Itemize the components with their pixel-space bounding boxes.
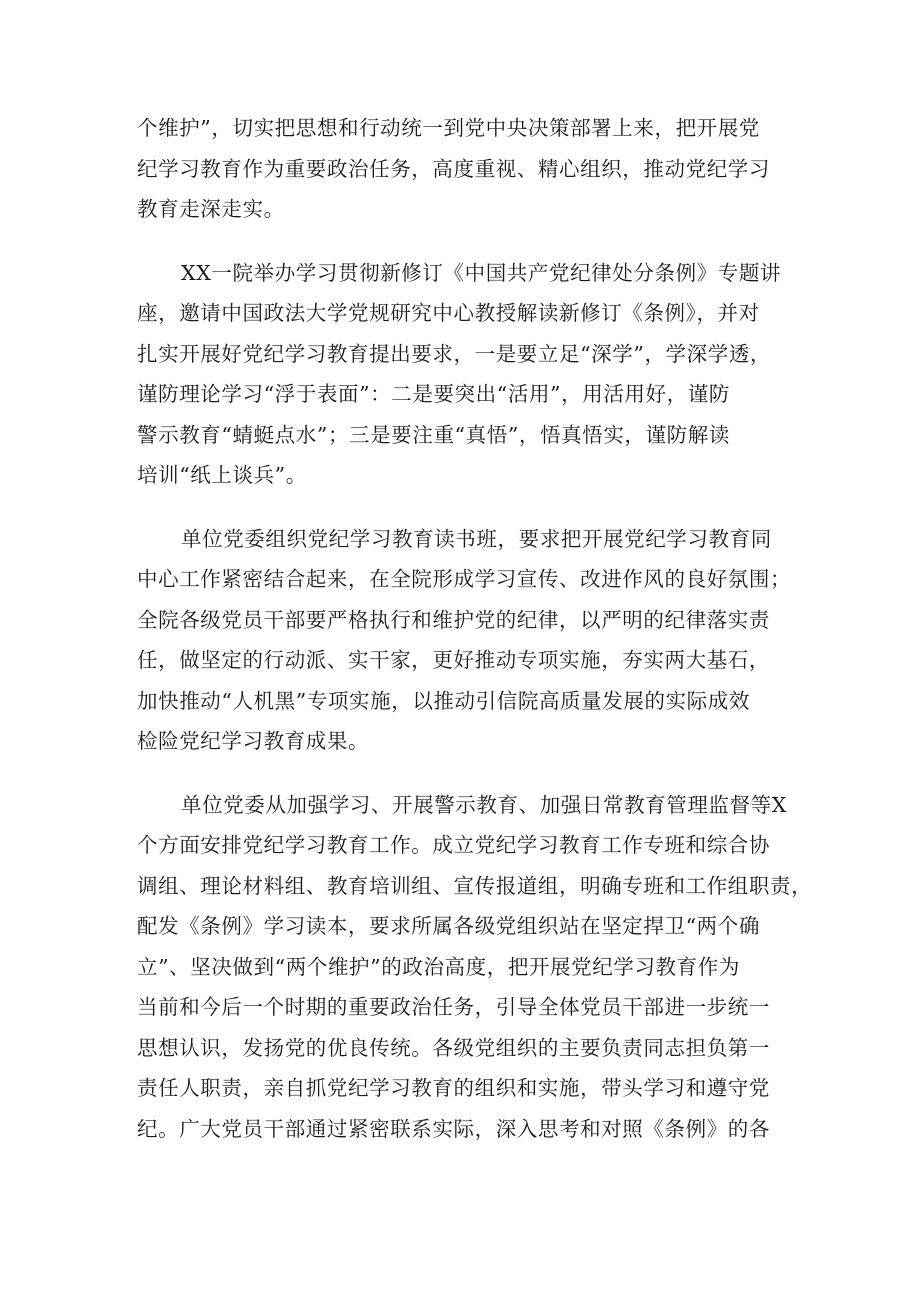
paragraph-1 — [137, 108, 797, 230]
text-line: 任，做坚定的行动派、实干家，更好推动专项实施，夯实两大基石， — [137, 648, 770, 672]
text-line: 个方面安排党纪学习教育工作。成立党纪学习教育工作专班和综合协 — [137, 833, 770, 857]
text-line: 教育走深走实。 — [137, 197, 285, 221]
paragraph-4 — [137, 785, 813, 1150]
text-line: 单位党委从加强学习、开展警示教育、加强日常教育管理监督等X — [181, 792, 787, 817]
text-line: 谨防理论学习“浮于表面”：二是要突出“活用”，用活用好，谨防 — [137, 382, 730, 406]
text-line: 责任人职责，亲自抓党纪学习教育的组织和实施，带头学习和遵守党 — [137, 1076, 770, 1100]
text-line: 中心工作紧密结合起来，在全院形成学习宣传、改进作风的良好氛围； — [137, 567, 792, 591]
text-line: 全院各级党员干部要严格执行和维护党的纪律，以严明的纪律落实责 — [137, 607, 770, 632]
text-line: XX一院举办学习贯彻新修订《中国共产党纪律处分条例》专题讲 — [181, 260, 782, 285]
text-line: 个维护”，切实把思想和行动统一到党中央决策部署上来，把开展党 — [137, 116, 760, 140]
paragraph-3 — [137, 519, 797, 762]
document-body — [137, 108, 813, 1149]
text-line: 加快推动“人机黑”专项实施，以推动引信院高质量发展的实际成效 — [137, 688, 750, 713]
text-line: 警示教育“蜻蜓点水”；三是要注重“真悟”，悟真悟实，谨防解读 — [137, 422, 730, 447]
text-line: 扎实开展好党纪学习教育提出要求，一是要立足“深学”，学深学透， — [137, 341, 772, 366]
paragraph-2 — [137, 253, 797, 496]
text-line: 培训“纸上谈兵”。 — [137, 463, 307, 487]
text-line: 纪。广大党员干部通过紧密联系实际，深入思考和对照《条例》的各 — [137, 1116, 770, 1141]
text-line: 调组、理论材料组、教育培训组、宣传报道组，明确专班和工作组职责， — [137, 873, 813, 898]
text-line: 当前和今后一个时期的重要政治任务，引导全体党员干部进一步统一 — [137, 995, 770, 1019]
text-line: 座，邀请中国政法大学党规研究中心教授解读新修订《条例》，并对 — [137, 301, 760, 325]
text-line: 思想认识，发扬党的优良传统。各级党组织的主要负责同志担负第一 — [137, 1035, 770, 1060]
text-line: 纪学习教育作为重要政治任务，高度重视、精心组织，推动党纪学习 — [137, 156, 770, 181]
text-line: 单位党委组织党纪学习教育读书班，要求把开展党纪学习教育同 — [181, 526, 772, 551]
text-line: 检险党纪学习教育成果。 — [137, 729, 370, 753]
text-line: 配发《条例》学习读本，要求所属各级党组织站在坚定捍卫“两个确 — [137, 914, 760, 938]
text-line: 立”、坚决做到“两个维护”的政治高度，把开展党纪学习教育作为 — [137, 954, 740, 979]
